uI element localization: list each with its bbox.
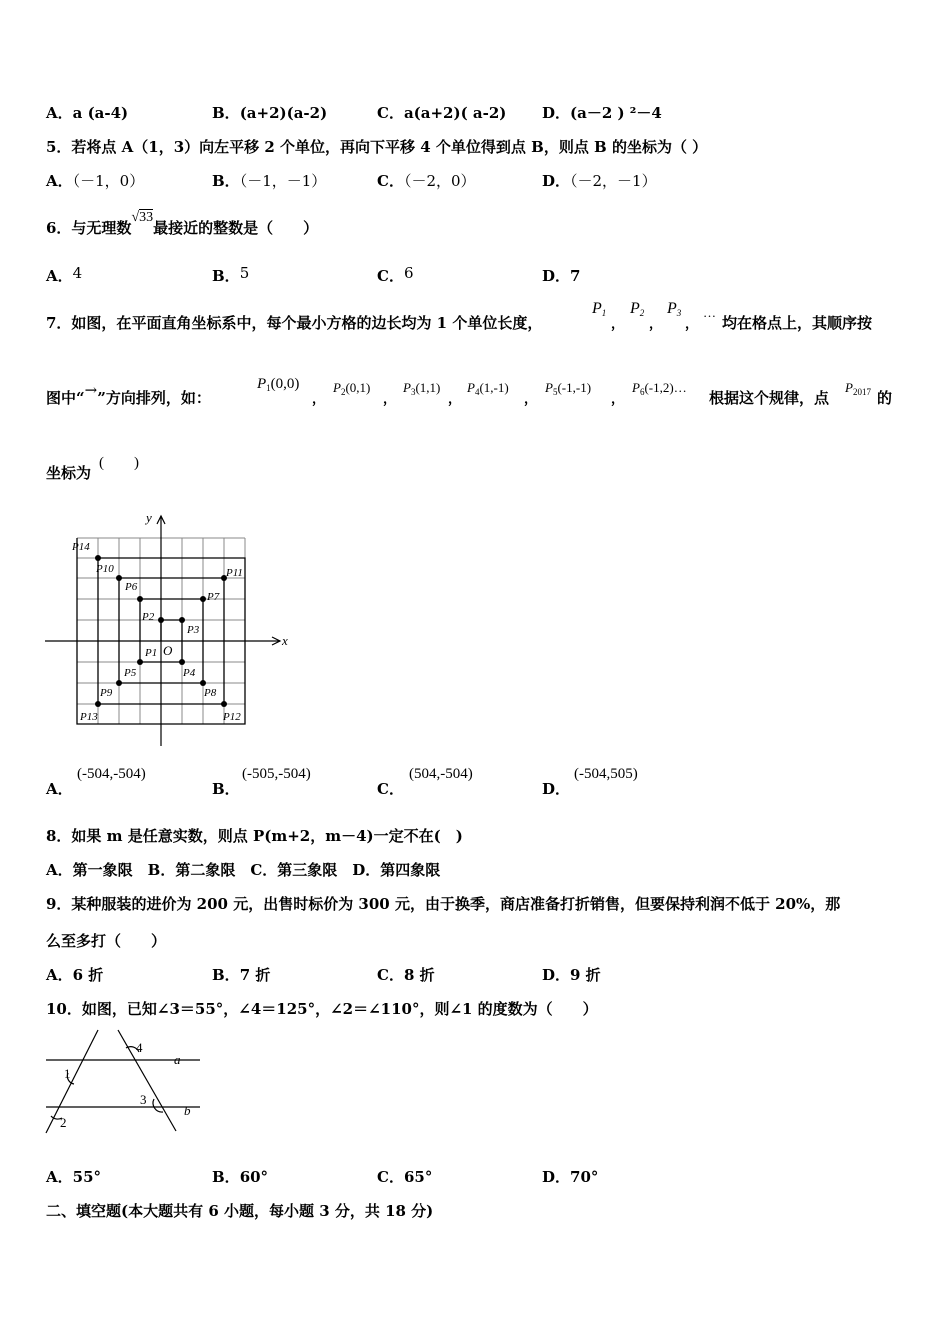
option-text: 8 折 — [403, 966, 435, 984]
q7-line2-tail: 的 — [877, 389, 893, 407]
q7-option-a-value: (-504,-504) — [77, 766, 146, 782]
q8-options: A．第一象限 B．第二象限 C．第三象限 D．第四象限 — [46, 861, 441, 879]
q7-line2-end: 根据这个规律，点 — [709, 389, 830, 407]
q7-p3-comma: ， — [685, 316, 699, 331]
q4-option-d — [542, 103, 662, 123]
option-letter: D． — [542, 780, 571, 798]
q7-option-c-value: (504,-504) — [409, 766, 473, 782]
option-letter: A． — [46, 104, 73, 122]
q9-option-d — [542, 965, 601, 985]
q6-option-d — [542, 266, 580, 286]
q7-eg-p3: $P_3(1,1)$ — [403, 380, 441, 397]
option-text: 6 折 — [72, 966, 104, 984]
q7-spiral-figure — [40, 510, 290, 750]
label-p5: P5 — [124, 667, 137, 679]
option-text: (a+2)(a-2) — [239, 104, 328, 122]
q10-option-d — [542, 1167, 598, 1187]
q10-stem: 10．如图，已知∠3＝55°，∠4＝125°，∠2＝∠110°，则∠1 的度数为（ ） — [46, 1000, 598, 1018]
coord: (-1,2) — [644, 380, 674, 395]
q7-option-d — [542, 779, 570, 799]
option-text: (a－2 ) ²－4 — [570, 104, 662, 122]
label-p4: P4 — [183, 667, 196, 679]
q5-option-c — [377, 171, 476, 191]
ellipsis: … — [673, 380, 687, 395]
label-p13: P13 — [80, 711, 98, 723]
option-text: 70° — [570, 1168, 599, 1186]
option-text: （－2，－1） — [570, 172, 657, 190]
label-p10: P10 — [96, 563, 114, 575]
q7-eg-p6: $P_6(-1,2)\dots$ — [632, 380, 687, 397]
q6-stem — [46, 210, 319, 240]
line-b-label: b — [184, 1103, 191, 1118]
option-text: 60° — [239, 1168, 269, 1186]
q7-p3: $P_3$ — [667, 300, 682, 318]
q6-prefix: 6．与无理数 — [46, 219, 132, 237]
option-letter: A． — [46, 267, 73, 285]
q7-option-d-value: (-504,505) — [574, 766, 638, 782]
q10-parallel-lines-figure — [40, 1026, 210, 1136]
label-p3: P3 — [187, 624, 200, 636]
option-letter: A． — [46, 1168, 73, 1186]
option-letter: C． — [377, 104, 404, 122]
q10-option-c — [377, 1167, 432, 1187]
option-letter: D． — [542, 966, 571, 984]
q7-ellipsis: … — [703, 305, 716, 320]
q6-option-a — [46, 266, 82, 286]
sep: ， — [524, 391, 538, 406]
line-a-label: a — [174, 1052, 181, 1067]
q9-stem-line2: 么至多打（ ） — [46, 932, 167, 950]
q4-option-b — [212, 103, 327, 123]
q5-option-b — [212, 171, 326, 191]
option-letter: D． — [542, 172, 571, 190]
q7-option-c — [377, 779, 404, 799]
axis-x-label: x — [282, 633, 288, 648]
q5-option-d — [542, 171, 657, 191]
q7-line1-end: 均在格点上，其顺序按 — [722, 314, 873, 332]
option-text: 9 折 — [570, 966, 601, 984]
q7-option-a — [46, 779, 73, 799]
option-letter: B． — [212, 966, 240, 984]
option-letter: D． — [542, 1168, 571, 1186]
q7-line2-mid: ”方向排列，如： — [97, 389, 211, 407]
q7-target-point: $P_{2017}$ — [845, 380, 871, 397]
label-p14: P14 — [72, 541, 90, 553]
coord: (0,1) — [345, 380, 371, 395]
option-letter: A． — [46, 966, 73, 984]
angle-4-label: 4 — [136, 1040, 143, 1055]
option-letter: C． — [377, 267, 404, 285]
option-letter: A． — [46, 780, 73, 798]
option-text: 6 — [403, 264, 414, 282]
option-text: 65° — [403, 1168, 433, 1186]
q7-p1-comma: ， — [611, 316, 625, 331]
label-p2: P2 — [142, 611, 155, 623]
option-text: 4 — [72, 264, 83, 282]
label-p12: P12 — [223, 711, 241, 723]
q9-stem-line1: 9．某种服装的进价为 200 元，出售时标价为 300 元，由于换季，商店准备打折销售，但要保持利润不低于 20%，那 — [46, 895, 841, 913]
sep: ， — [611, 391, 625, 406]
sep: ， — [448, 391, 462, 406]
option-letter: D． — [542, 104, 571, 122]
option-text: 7 — [570, 267, 581, 285]
label-p9: P9 — [100, 687, 113, 699]
option-letter: B． — [212, 1168, 240, 1186]
coord: (1,-1) — [479, 380, 509, 395]
q7-blank: ( ) — [99, 455, 139, 471]
q7-eg-p4: $P_4(1,-1)$ — [467, 380, 509, 397]
q7-eg-p1: $P_1(0,0)$ — [257, 376, 300, 393]
sep: ， — [312, 391, 326, 406]
q7-option-b — [212, 779, 240, 799]
option-text: 7 折 — [239, 966, 271, 984]
label-p6: P6 — [125, 581, 138, 593]
q5-stem: 5．若将点 A（1，3）向左平移 2 个单位，再向下平移 4 个单位得到点 B，则点 B 的坐标为（ ） — [46, 138, 708, 156]
arrow-symbol: → — [84, 381, 98, 399]
q6-suffix: 最接近的整数是（ ） — [153, 219, 319, 237]
q8-stem: 8．如果 m 是任意实数，则点 P(m+2，m－4)一定不在( ) — [46, 827, 463, 845]
q7-line1: 7．如图，在平面直角坐标系中，每个最小方格的边长均为 1 个单位长度， — [46, 314, 543, 332]
section2-title: 二、填空题(本大题共有 6 小题，每小题 3 分，共 18 分) — [46, 1202, 434, 1220]
q4-option-a — [46, 103, 128, 123]
point-labels — [71, 541, 243, 723]
q9-option-c — [377, 965, 435, 985]
option-letter: C． — [377, 172, 404, 190]
option-letter: C． — [377, 966, 404, 984]
axis-y-label: y — [146, 510, 152, 525]
option-text: （－2，0） — [403, 172, 476, 190]
option-letter: C． — [377, 1168, 404, 1186]
coord: (0,0) — [270, 376, 300, 392]
label-p1: P1 — [145, 647, 158, 659]
coord: (-1,-1) — [557, 380, 592, 395]
q7-line2-start-text: 图中“ — [46, 389, 85, 407]
sep: ， — [383, 391, 397, 406]
q10-option-a — [46, 1167, 101, 1187]
option-letter: B． — [212, 104, 240, 122]
origin-label: O — [163, 643, 173, 658]
q7-option-b-value: (-505,-504) — [242, 766, 311, 782]
q7-line2-start — [46, 381, 211, 408]
q6-option-c — [377, 266, 414, 286]
q9-option-a — [46, 965, 103, 985]
q4-option-c — [377, 103, 506, 123]
option-text: a(a+2)( a-2) — [403, 104, 507, 122]
q7-eg-p5: $P_5(-1,-1)$ — [545, 380, 592, 397]
option-letter: B． — [212, 267, 240, 285]
label-p8: P8 — [204, 687, 217, 699]
q7-p2: $P_2$ — [630, 300, 645, 318]
angle-1-label: 1 — [64, 1066, 71, 1081]
coord: (1,1) — [415, 380, 441, 395]
angle-3-label: 3 — [140, 1092, 147, 1107]
label-p7: P7 — [207, 591, 220, 603]
q7-eg-p2: $P_2(0,1)$ — [333, 380, 371, 397]
q7-p2-comma: ， — [649, 316, 663, 331]
option-letter: B． — [212, 172, 240, 190]
option-letter: C． — [377, 780, 404, 798]
option-letter: D． — [542, 267, 571, 285]
q7-line3: 坐标为 — [46, 464, 92, 482]
option-letter: B． — [212, 780, 240, 798]
sqrt-expression: √33 — [131, 210, 154, 225]
option-letter: A． — [46, 172, 73, 190]
q10-option-b — [212, 1167, 268, 1187]
option-text: （－1，0） — [72, 172, 145, 190]
radicand: 33 — [139, 210, 154, 225]
q9-option-b — [212, 965, 270, 985]
option-text: （－1，－1） — [239, 172, 327, 190]
q6-option-b — [212, 266, 249, 286]
angle-2-label: 2 — [60, 1115, 67, 1130]
option-text: a (a-4) — [72, 104, 129, 122]
option-text: 5 — [239, 264, 250, 282]
q5-option-a — [46, 171, 144, 191]
label-p11: P11 — [226, 567, 243, 579]
option-text: 55° — [72, 1168, 102, 1186]
q7-p1: $P_1$ — [592, 300, 607, 318]
